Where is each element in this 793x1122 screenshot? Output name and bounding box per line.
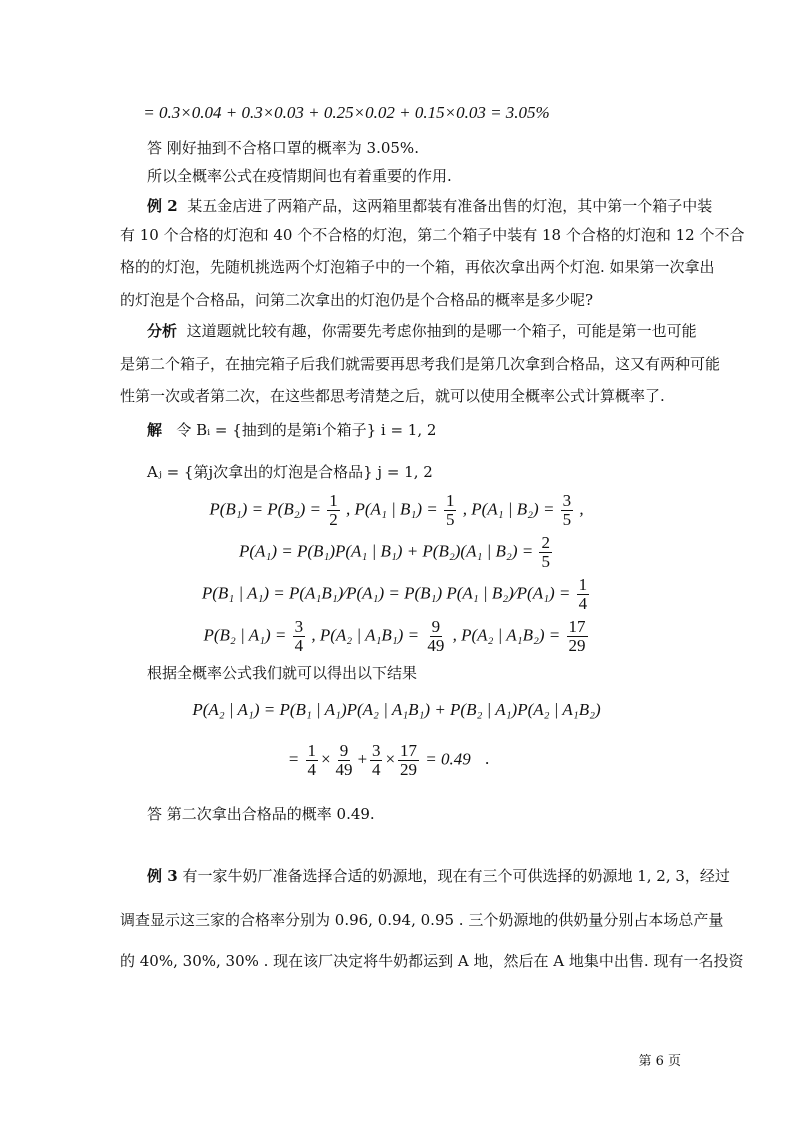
eq4-frac-1: $\frac{3}{4}$: [294, 617, 304, 655]
eq2-frac: $\frac{2}{5}$: [541, 533, 550, 571]
eq6-end: = 0.49: [425, 749, 471, 769]
eq6-frac-1: $\frac{1}{4}$: [307, 741, 317, 779]
eq6-pre: =: [287, 749, 300, 769]
eq6-times-2: ×: [384, 749, 396, 769]
eq3-left: P(B₁ | A₁) = P(A₁B₁)∕P(A₁) = P(B₁) P(A₁ | B₂)∕P(A₁) =: [201, 583, 571, 603]
eq4-a: P(B₂ | A₁) =: [203, 625, 287, 645]
example-2-line-2: 有 10 个合格的灯泡和 40 个不合格的灯泡，第二个箱子中装有 18 个合格的灯泡和 12 个不合: [120, 226, 745, 244]
eq6-times-1: ×: [320, 749, 332, 769]
remark-1: 所以全概率公式在疫情期间也有着重要的作用.: [147, 167, 452, 185]
answer-2: 答 第二次拿出合格品的概率 0.49.: [147, 805, 375, 823]
example-3-line-2: 调查显示这三家的合格率分别为 0.96, 0.94, 0.95 . 三个奶源地的供奶量分别占本场总产量: [120, 911, 724, 929]
eq1-frac-2: $\frac{1}{5}$: [445, 491, 455, 529]
eq1-frac-1: $\frac{1}{2}$: [329, 491, 338, 529]
equation-5: P(A₂ | A₁) = P(B₁ | A₁)P(A₂ | A₁B₁) + P(B₂ | A₁)P(A₂ | A₁B₂): [192, 700, 601, 719]
equation-2: [0, 534, 793, 571]
example-2-line-4: 的灯泡是个合格品，问第二次拿出的灯泡仍是个合格品的概率是多少呢?: [120, 291, 594, 309]
eq6-frac-3: $\frac{3}{4}$: [371, 741, 381, 779]
analysis-text-1: 这道题就比较有趣，你需要先考虑你抽到的是哪一个箱子，可能是第一也可能: [186, 322, 697, 340]
example-2-label: 例 2: [147, 197, 178, 215]
analysis-line-1: [147, 321, 697, 341]
example-3-line-1: [147, 866, 730, 886]
eq1-frac-3: $\frac{3}{5}$: [562, 491, 572, 529]
example-2-text-1: 某五金店进了两箱产品，这两箱里都装有准备出售的灯泡，其中第一个箱子中装: [187, 197, 713, 215]
answer-1: 答 刚好抽到不合格口罩的概率为 3.05%.: [147, 139, 419, 157]
formula-total-probability: = 0.3×0.04 + 0.3×0.03 + 0.25×0.02 + 0.15×0.03 = 3.05%: [143, 103, 550, 122]
eq6-plus: +: [356, 749, 368, 769]
equation-3: [0, 576, 793, 613]
eq3-frac: $\frac{1}{4}$: [578, 575, 588, 613]
solution-def-b-text: 令 Bᵢ = {抽到的是第i个箱子} i = 1, 2: [176, 421, 437, 439]
eq6-frac-4: $\frac{17}{29}$: [399, 741, 417, 779]
example-2-line-3: 格的的灯泡，先随机挑选两个灯泡箱子中的一个箱，再依次拿出两个灯泡. 如果第一次拿出: [120, 258, 715, 276]
solution-def-a: Aⱼ = {第j次拿出的灯泡是合格品} j = 1, 2: [147, 463, 433, 481]
eq1-left: P(B₁) = P(B₂) =: [209, 499, 322, 519]
analysis-line-3: 性第一次或者第二次，在这些都思考清楚之后，就可以使用全概率公式计算概率了.: [120, 387, 665, 405]
eq6-dot: .: [484, 749, 490, 769]
equation-4: [0, 618, 793, 655]
solution-def-b: [147, 420, 681, 440]
eq1-end: ,: [579, 499, 584, 519]
eq6-frac-2: $\frac{9}{49}$: [335, 741, 353, 779]
equation-1: [0, 492, 793, 529]
equation-6: [0, 742, 785, 779]
eq4-frac-3: $\frac{17}{29}$: [568, 617, 586, 655]
analysis-label: 分析: [147, 322, 178, 340]
eq2-left: P(A₁) = P(B₁)P(A₁ | B₁) + P(B₂)(A₁ | B₂) =: [239, 541, 534, 561]
example-3-line-3: 的 40%, 30%, 30% . 现在该厂决定将牛奶都运到 A 地，然后在 A 地集中出售. 现有一名投资: [120, 952, 744, 970]
example-2-line-1: [147, 196, 713, 216]
analysis-line-2: 是第二个箱子，在抽完箱子后我们就需要再思考我们是第几次拿到合格品，这又有两种可能: [120, 355, 721, 373]
example-3-label: 例 3: [147, 867, 178, 885]
example-3-text-1: 有一家牛奶厂准备选择合适的奶源地，现在有三个可供选择的奶源地 1, 2, 3，经过: [182, 867, 730, 885]
eq4-frac-2: $\frac{9}{49}$: [427, 617, 445, 655]
eq1-mid2: , P(A₁ | B₂) =: [462, 499, 555, 519]
eq1-mid: , P(A₁ | B₁) =: [346, 499, 438, 519]
page-number: 第 6 页: [638, 1054, 681, 1069]
eq4-c: , P(A₂ | A₁B₂) =: [452, 625, 561, 645]
eq4-b: , P(A₂ | A₁B₁) =: [311, 625, 420, 645]
solution-label: 解: [147, 421, 163, 439]
result-intro: 根据全概率公式我们就可以得出以下结果: [147, 664, 418, 682]
